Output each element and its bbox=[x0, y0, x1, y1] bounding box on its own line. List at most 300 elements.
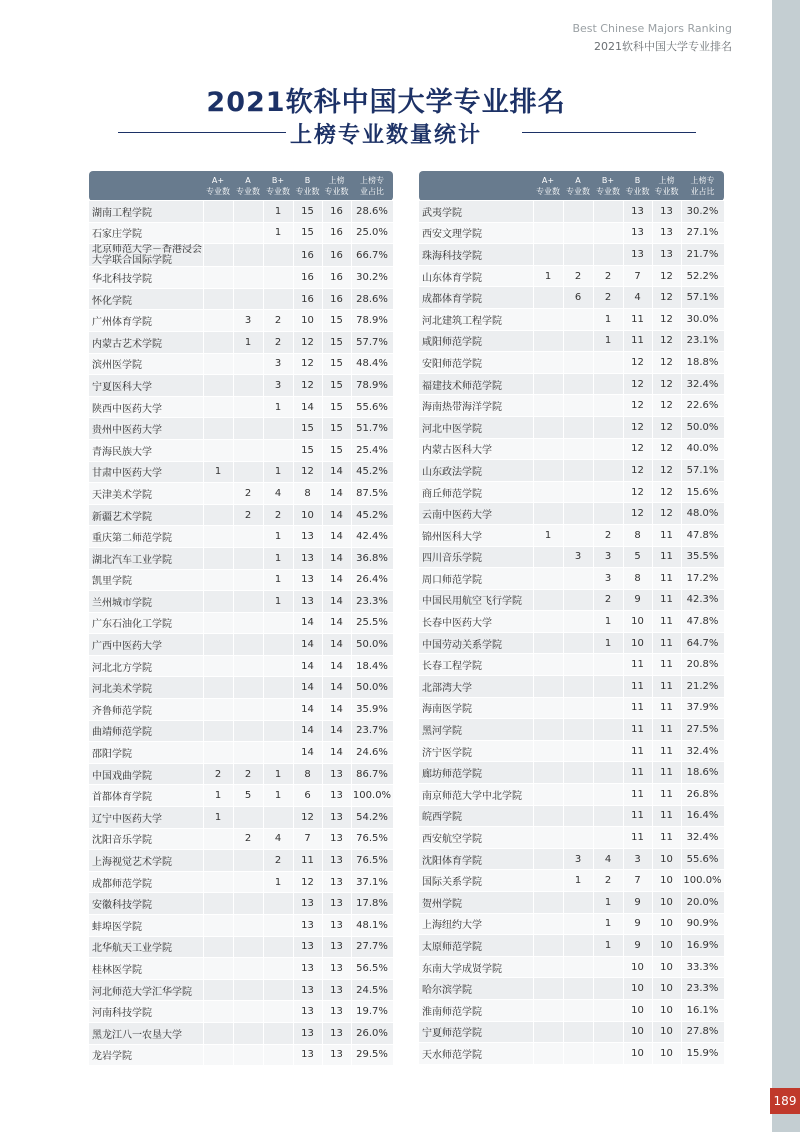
table-row bbox=[419, 481, 724, 503]
listed-ratio: 19.7% bbox=[351, 1001, 393, 1023]
listed-ratio: 32.4% bbox=[681, 827, 724, 849]
aplus-count bbox=[203, 288, 233, 310]
listed-ratio: 29.5% bbox=[351, 1044, 393, 1065]
institution-name bbox=[419, 222, 533, 244]
aplus-count bbox=[203, 612, 233, 634]
institution-name bbox=[419, 201, 533, 223]
table-row bbox=[419, 546, 724, 568]
listed-count: 13 bbox=[652, 244, 681, 266]
bplus-count bbox=[263, 936, 293, 958]
bplus-count bbox=[263, 958, 293, 980]
a-count bbox=[563, 999, 593, 1021]
institution-name-text: 安徽科技学院 bbox=[92, 900, 152, 912]
bplus-count: 1 bbox=[263, 222, 293, 244]
institution-name-text: 安阳师范学院 bbox=[422, 358, 482, 370]
aplus-count bbox=[533, 546, 563, 568]
bplus-count: 1 bbox=[593, 913, 623, 935]
a-count bbox=[233, 634, 263, 656]
listed-count: 11 bbox=[652, 805, 681, 827]
listed-ratio: 50.0% bbox=[681, 416, 724, 438]
a-count bbox=[563, 416, 593, 438]
b-count: 13 bbox=[293, 936, 322, 958]
listed-count: 13 bbox=[322, 958, 351, 980]
b-count: 10 bbox=[623, 999, 652, 1021]
aplus-count bbox=[533, 784, 563, 806]
table-row bbox=[419, 330, 724, 352]
aplus-count bbox=[533, 956, 563, 978]
listed-ratio: 21.2% bbox=[681, 676, 724, 698]
page-title: 2021软科中国大学专业排名 bbox=[206, 87, 566, 118]
institution-name bbox=[89, 699, 203, 721]
institution-name bbox=[89, 807, 203, 829]
a-count bbox=[563, 481, 593, 503]
institution-name bbox=[419, 697, 533, 719]
b-count: 8 bbox=[293, 483, 322, 505]
b-count: 13 bbox=[623, 222, 652, 244]
institution-name bbox=[419, 1021, 533, 1043]
institution-name bbox=[419, 308, 533, 330]
institution-name-text: 齐鲁师范学院 bbox=[92, 705, 152, 717]
aplus-count bbox=[533, 719, 563, 741]
aplus-count bbox=[203, 958, 233, 980]
institution-name-text: 龙岩学院 bbox=[92, 1051, 132, 1063]
institution-name bbox=[89, 634, 203, 656]
institution-name bbox=[89, 396, 203, 418]
bplus-count bbox=[593, 784, 623, 806]
listed-count: 16 bbox=[322, 201, 351, 223]
a-count bbox=[563, 568, 593, 590]
a-count bbox=[233, 418, 263, 440]
institution-name-text: 成都体育学院 bbox=[422, 294, 482, 306]
listed-count: 15 bbox=[322, 375, 351, 397]
a-count bbox=[233, 288, 263, 310]
bplus-count: 1 bbox=[263, 591, 293, 613]
aplus-count bbox=[533, 460, 563, 482]
listed-count: 11 bbox=[652, 827, 681, 849]
subtitle-rule-right bbox=[522, 132, 696, 133]
aplus-count bbox=[203, 201, 233, 223]
institution-name bbox=[419, 287, 533, 309]
bplus-count bbox=[593, 481, 623, 503]
header-chinese: 2021软科中国大学专业排名 bbox=[594, 40, 732, 53]
listed-ratio: 54.2% bbox=[351, 807, 393, 829]
bplus-count bbox=[263, 742, 293, 764]
page-subtitle: 上榜专业数量统计 bbox=[289, 123, 482, 148]
listed-count: 10 bbox=[652, 978, 681, 1000]
listed-count: 15 bbox=[322, 331, 351, 353]
bplus-count: 3 bbox=[263, 353, 293, 375]
a-count bbox=[233, 353, 263, 375]
bplus-count: 1 bbox=[263, 569, 293, 591]
listed-ratio: 22.6% bbox=[681, 395, 724, 417]
listed-ratio: 25.5% bbox=[351, 612, 393, 634]
a-count bbox=[563, 395, 593, 417]
a-count bbox=[233, 526, 263, 548]
institution-name-text: 湖南工程学院 bbox=[92, 207, 152, 219]
aplus-count bbox=[533, 676, 563, 698]
b-count: 11 bbox=[623, 719, 652, 741]
bplus-count: 2 bbox=[593, 589, 623, 611]
institution-name-text: 广州体育学院 bbox=[92, 317, 152, 329]
bplus-count bbox=[263, 288, 293, 310]
listed-ratio: 23.3% bbox=[351, 591, 393, 613]
a-count: 2 bbox=[233, 828, 263, 850]
institution-name bbox=[89, 288, 203, 310]
bplus-count bbox=[593, 1043, 623, 1064]
listed-ratio: 76.5% bbox=[351, 850, 393, 872]
institution-name bbox=[89, 958, 203, 980]
listed-ratio: 78.9% bbox=[351, 310, 393, 332]
aplus-count bbox=[203, 222, 233, 244]
table-row bbox=[419, 697, 724, 719]
bplus-count: 1 bbox=[593, 892, 623, 914]
a-count bbox=[233, 547, 263, 569]
listed-ratio: 90.9% bbox=[681, 913, 724, 935]
bplus-count: 2 bbox=[593, 870, 623, 892]
table-row bbox=[89, 720, 393, 742]
listed-count: 10 bbox=[652, 892, 681, 914]
institution-name bbox=[89, 439, 203, 461]
b-count: 13 bbox=[293, 1001, 322, 1023]
aplus-count: 2 bbox=[203, 763, 233, 785]
a-count: 6 bbox=[563, 287, 593, 309]
institution-name bbox=[89, 418, 203, 440]
table-row bbox=[419, 373, 724, 395]
aplus-count bbox=[203, 547, 233, 569]
b-count: 14 bbox=[293, 634, 322, 656]
institution-name bbox=[89, 222, 203, 244]
table-row bbox=[419, 395, 724, 417]
table-row bbox=[419, 352, 724, 374]
bplus-count bbox=[593, 222, 623, 244]
col-header-a: A 专业数 bbox=[563, 171, 593, 201]
bplus-count: 4 bbox=[593, 848, 623, 870]
aplus-count bbox=[203, 267, 233, 289]
listed-ratio: 30.2% bbox=[351, 267, 393, 289]
aplus-count bbox=[533, 438, 563, 460]
a-count bbox=[563, 913, 593, 935]
listed-ratio: 55.6% bbox=[681, 848, 724, 870]
table-row bbox=[419, 935, 724, 957]
institution-name bbox=[419, 784, 533, 806]
institution-name-text: 河北北方学院 bbox=[92, 662, 152, 674]
b-count: 11 bbox=[623, 330, 652, 352]
a-count: 3 bbox=[563, 848, 593, 870]
listed-count: 13 bbox=[322, 893, 351, 915]
institution-name-text: 内蒙古医科大学 bbox=[422, 445, 492, 457]
listed-ratio: 35.9% bbox=[351, 699, 393, 721]
aplus-count bbox=[203, 1001, 233, 1023]
b-count: 12 bbox=[293, 461, 322, 483]
aplus-count bbox=[533, 762, 563, 784]
col-header-listed: 上榜 专业数 bbox=[652, 171, 681, 201]
b-count: 11 bbox=[623, 805, 652, 827]
b-count: 13 bbox=[293, 591, 322, 613]
b-count: 10 bbox=[293, 504, 322, 526]
bplus-count bbox=[593, 654, 623, 676]
institution-name-text: 长春中医药大学 bbox=[422, 618, 492, 630]
aplus-count bbox=[203, 742, 233, 764]
a-count bbox=[233, 1022, 263, 1044]
b-count: 16 bbox=[293, 267, 322, 289]
aplus-count bbox=[533, 870, 563, 892]
a-count: 2 bbox=[233, 763, 263, 785]
institution-name-text: 廊坊师范学院 bbox=[422, 769, 482, 781]
listed-count: 14 bbox=[322, 547, 351, 569]
institution-name-text: 首都体育学院 bbox=[92, 792, 152, 804]
listed-count: 12 bbox=[652, 395, 681, 417]
institution-name-text: 福建技术师范学院 bbox=[422, 380, 502, 392]
listed-ratio: 64.7% bbox=[681, 632, 724, 654]
aplus-count bbox=[203, 850, 233, 872]
a-count: 5 bbox=[233, 785, 263, 807]
institution-name-text: 北部湾大学 bbox=[422, 682, 472, 694]
institution-name-text: 滨州医学院 bbox=[92, 360, 142, 372]
a-count bbox=[563, 373, 593, 395]
col-header-ratio: 上榜专 业占比 bbox=[351, 171, 393, 201]
institution-name-text: 贺州学院 bbox=[422, 898, 462, 910]
institution-name bbox=[419, 373, 533, 395]
aplus-count bbox=[533, 978, 563, 1000]
aplus-count bbox=[203, 634, 233, 656]
institution-name-text: 青海民族大学 bbox=[92, 446, 152, 458]
listed-ratio: 47.8% bbox=[681, 524, 724, 546]
b-count: 13 bbox=[293, 958, 322, 980]
listed-ratio: 20.0% bbox=[681, 892, 724, 914]
institution-name-text: 长春工程学院 bbox=[422, 661, 482, 673]
listed-count: 13 bbox=[322, 1022, 351, 1044]
listed-ratio: 16.9% bbox=[681, 935, 724, 957]
institution-name-text: 太原师范学院 bbox=[422, 941, 482, 953]
listed-count: 10 bbox=[652, 1043, 681, 1064]
listed-ratio: 42.3% bbox=[681, 589, 724, 611]
col-header-bplus: B+ 专业数 bbox=[593, 171, 623, 201]
table-row bbox=[419, 978, 724, 1000]
bplus-count bbox=[263, 267, 293, 289]
bplus-count: 4 bbox=[263, 483, 293, 505]
aplus-count bbox=[533, 244, 563, 266]
institution-name-text: 沈阳音乐学院 bbox=[92, 835, 152, 847]
listed-ratio: 32.4% bbox=[681, 740, 724, 762]
institution-name-text: 蚌埠医学院 bbox=[92, 921, 142, 933]
b-count: 12 bbox=[623, 460, 652, 482]
bplus-count: 1 bbox=[263, 396, 293, 418]
b-count: 16 bbox=[293, 288, 322, 310]
table-row bbox=[419, 1043, 724, 1064]
institution-name-text: 西安文理学院 bbox=[422, 229, 482, 241]
listed-count: 10 bbox=[652, 956, 681, 978]
a-count bbox=[563, 978, 593, 1000]
listed-count: 10 bbox=[652, 913, 681, 935]
table-row bbox=[89, 807, 393, 829]
table-header-row bbox=[89, 171, 393, 201]
table-row bbox=[419, 611, 724, 633]
institution-name bbox=[419, 265, 533, 287]
a-count bbox=[563, 611, 593, 633]
institution-name-text: 上海纽约大学 bbox=[422, 920, 482, 932]
a-count bbox=[233, 222, 263, 244]
b-count: 11 bbox=[623, 762, 652, 784]
aplus-count bbox=[533, 416, 563, 438]
institution-name bbox=[419, 935, 533, 957]
listed-ratio: 52.2% bbox=[681, 265, 724, 287]
a-count bbox=[233, 979, 263, 1001]
listed-ratio: 27.1% bbox=[681, 222, 724, 244]
listed-ratio: 57.1% bbox=[681, 287, 724, 309]
institution-name-text: 贵州中医药大学 bbox=[92, 425, 162, 437]
institution-name-text: 黑河学院 bbox=[422, 726, 462, 738]
aplus-count: 1 bbox=[533, 265, 563, 287]
bplus-count bbox=[593, 956, 623, 978]
institution-name-text: 山东政法学院 bbox=[422, 466, 482, 478]
a-count: 3 bbox=[563, 546, 593, 568]
b-count: 13 bbox=[293, 526, 322, 548]
a-count bbox=[563, 1021, 593, 1043]
bplus-count bbox=[263, 1044, 293, 1065]
b-count: 10 bbox=[623, 632, 652, 654]
table-row bbox=[89, 871, 393, 893]
listed-count: 13 bbox=[322, 936, 351, 958]
table-row bbox=[89, 763, 393, 785]
aplus-count bbox=[203, 353, 233, 375]
institution-name bbox=[419, 978, 533, 1000]
listed-count: 14 bbox=[322, 612, 351, 634]
institution-name-text: 咸阳师范学院 bbox=[422, 337, 482, 349]
table-header-row bbox=[419, 171, 724, 201]
b-count: 13 bbox=[293, 979, 322, 1001]
listed-ratio: 51.7% bbox=[351, 418, 393, 440]
listed-count: 14 bbox=[322, 504, 351, 526]
institution-name-text: 华北科技学院 bbox=[92, 273, 152, 285]
a-count bbox=[563, 805, 593, 827]
b-count: 15 bbox=[293, 201, 322, 223]
institution-name bbox=[419, 892, 533, 914]
listed-count: 13 bbox=[652, 222, 681, 244]
listed-ratio: 40.0% bbox=[681, 438, 724, 460]
institution-name-text: 商丘师范学院 bbox=[422, 488, 482, 500]
table-row bbox=[89, 655, 393, 677]
b-count: 12 bbox=[293, 807, 322, 829]
a-count bbox=[233, 936, 263, 958]
institution-name-text: 山东体育学院 bbox=[422, 272, 482, 284]
aplus-count: 1 bbox=[203, 461, 233, 483]
a-count bbox=[563, 503, 593, 525]
listed-ratio: 37.1% bbox=[351, 871, 393, 893]
listed-ratio: 50.0% bbox=[351, 677, 393, 699]
a-count bbox=[563, 935, 593, 957]
a-count bbox=[233, 807, 263, 829]
bplus-count bbox=[263, 893, 293, 915]
listed-count: 14 bbox=[322, 569, 351, 591]
a-count bbox=[233, 267, 263, 289]
table-row bbox=[89, 288, 393, 310]
listed-count: 11 bbox=[652, 676, 681, 698]
institution-name bbox=[89, 526, 203, 548]
b-count: 11 bbox=[623, 697, 652, 719]
b-count: 13 bbox=[293, 893, 322, 915]
table-row bbox=[419, 416, 724, 438]
listed-ratio: 15.9% bbox=[681, 1043, 724, 1064]
b-count: 9 bbox=[623, 913, 652, 935]
table-row bbox=[89, 310, 393, 332]
col-header-aplus: A+ 专业数 bbox=[533, 171, 563, 201]
b-count: 12 bbox=[623, 481, 652, 503]
listed-ratio: 87.5% bbox=[351, 483, 393, 505]
bplus-count bbox=[593, 244, 623, 266]
b-count: 10 bbox=[623, 956, 652, 978]
a-count bbox=[563, 1043, 593, 1064]
bplus-count: 2 bbox=[263, 310, 293, 332]
institution-name-text: 重庆第二师范学院 bbox=[92, 533, 172, 545]
aplus-count bbox=[533, 568, 563, 590]
aplus-count bbox=[533, 611, 563, 633]
aplus-count bbox=[533, 848, 563, 870]
a-count: 2 bbox=[563, 265, 593, 287]
listed-count: 13 bbox=[322, 850, 351, 872]
listed-count: 13 bbox=[652, 201, 681, 223]
bplus-count: 2 bbox=[263, 850, 293, 872]
listed-ratio: 25.0% bbox=[351, 222, 393, 244]
listed-ratio: 50.0% bbox=[351, 634, 393, 656]
listed-count: 12 bbox=[652, 438, 681, 460]
b-count: 11 bbox=[623, 676, 652, 698]
table-row bbox=[419, 503, 724, 525]
institution-name-text: 黑龙江八一农垦大学 bbox=[92, 1029, 182, 1041]
institution-name bbox=[419, 676, 533, 698]
listed-count: 14 bbox=[322, 483, 351, 505]
bplus-count: 1 bbox=[263, 526, 293, 548]
a-count bbox=[233, 612, 263, 634]
institution-name-text: 沈阳体育学院 bbox=[422, 855, 482, 867]
listed-ratio: 16.1% bbox=[681, 999, 724, 1021]
institution-name bbox=[419, 762, 533, 784]
institution-name bbox=[89, 244, 203, 267]
bplus-count: 2 bbox=[593, 265, 623, 287]
institution-name-text: 上海视觉艺术学院 bbox=[92, 857, 172, 869]
listed-count: 11 bbox=[652, 568, 681, 590]
table-row bbox=[419, 892, 724, 914]
institution-name bbox=[89, 915, 203, 937]
table-row bbox=[89, 850, 393, 872]
table-row bbox=[89, 979, 393, 1001]
b-count: 6 bbox=[293, 785, 322, 807]
institution-name-text: 珠海科技学院 bbox=[422, 250, 482, 262]
institution-name bbox=[419, 654, 533, 676]
institution-name bbox=[89, 720, 203, 742]
institution-name-text: 东南大学成贤学院 bbox=[422, 963, 502, 975]
a-count bbox=[563, 654, 593, 676]
listed-count: 16 bbox=[322, 244, 351, 267]
table-row bbox=[89, 396, 393, 418]
b-count: 14 bbox=[293, 742, 322, 764]
listed-count: 11 bbox=[652, 611, 681, 633]
listed-count: 10 bbox=[652, 935, 681, 957]
table-row bbox=[419, 438, 724, 460]
listed-count: 14 bbox=[322, 742, 351, 764]
a-count bbox=[563, 762, 593, 784]
table-row bbox=[89, 785, 393, 807]
aplus-count: 1 bbox=[533, 524, 563, 546]
a-count bbox=[563, 956, 593, 978]
institution-name bbox=[89, 785, 203, 807]
aplus-count bbox=[533, 654, 563, 676]
listed-count: 12 bbox=[652, 265, 681, 287]
institution-name-text: 内蒙古艺术学院 bbox=[92, 338, 162, 350]
aplus-count bbox=[203, 569, 233, 591]
b-count: 11 bbox=[623, 784, 652, 806]
b-count: 8 bbox=[623, 568, 652, 590]
listed-count: 16 bbox=[322, 288, 351, 310]
